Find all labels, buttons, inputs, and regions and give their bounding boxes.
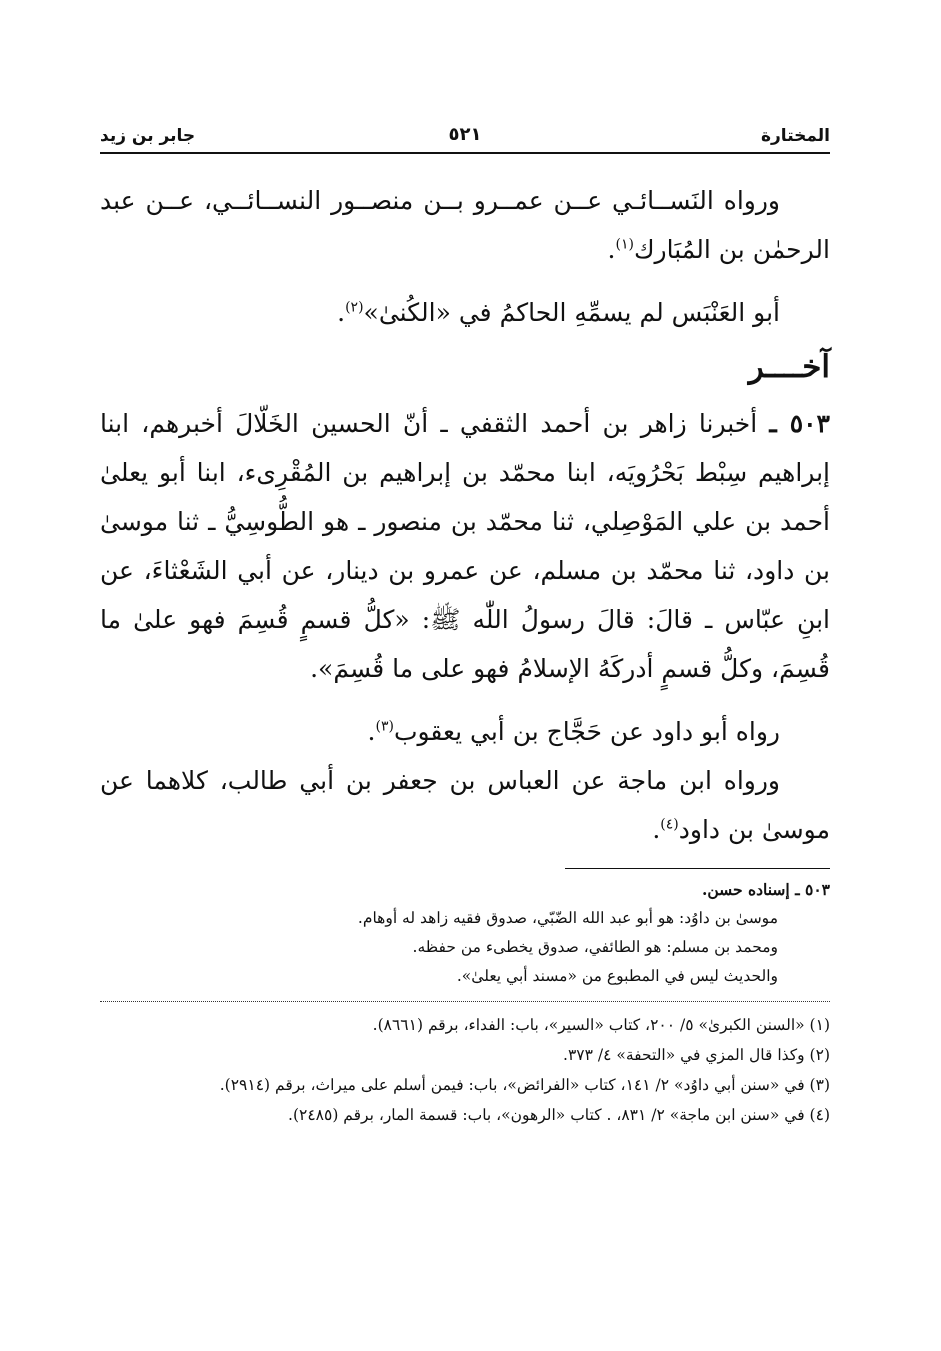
footnote-ref-4: (٤) [660, 816, 679, 833]
running-header [100, 118, 830, 154]
footnotes-divider [100, 1001, 830, 1002]
paragraph-3-end: . [367, 717, 376, 746]
paragraph-1-text: ورواه النَســائـي عــن عمــرو بــن منصــور النســائــي، عــن عبد الرحمٰن بن المُبَارك [100, 186, 830, 264]
main-text [100, 176, 830, 854]
note-head: ٥٠٣ ـ إسناده حسن. [701, 880, 830, 899]
commentary-notes [100, 875, 830, 991]
document-page [100, 118, 830, 1130]
footnote-2: (٢) وكذا قال المزي في «التحفة» ٤/ ٣٧٣. [563, 1046, 830, 1064]
paragraph-2-end: . [337, 298, 346, 327]
footnote-ref-2: (٢) [345, 299, 364, 316]
paragraph-3-text: رواه أبو داود عن حَجَّاج بن أبي يعقوب [393, 717, 780, 746]
notes-separator [565, 868, 830, 869]
paragraph-4-end: . [652, 815, 661, 844]
book-title: المختارة [760, 126, 830, 146]
paragraph-2 [100, 288, 830, 337]
note-line-3: والحديث ليس في المطبوع من «مسند أبي يعلىٰ». [456, 967, 778, 985]
hadith-paragraph [100, 399, 830, 693]
footnote-ref-1: (١) [615, 236, 634, 253]
paragraph-1-end: . [607, 235, 616, 264]
paragraph-1 [100, 176, 830, 274]
hadith-text: أخبرنا زاهر بن أحمد الثقفي ـ أنّ الحسين الخَلّالَ أخبرهم، ابنا إبراهيم سِبْط بَحْرُويَه، ابنا محمّد بن إبراهيم بن المُقْرِىء، ابنا أبو يعلىٰ أحمد بن علي المَوْصِلي، ثنا محمّد بن منصور ـ هو الطُّوسِيُّ ـ ثنا موسىٰ بن داود، ثنا محمّد بن مسلم، عن عمرو بن دينار، عن أبي الشَعْثاءَ، عن ابنِ عبّاس ـ قالَ: قالَ رسولُ اللّٰه ﷺ: «كلُّ قسمٍ قُسِمَ فهو علىٰ ما قُسِمَ، وكلُّ قسمٍ أدركَهُ الإسلامُ فهو على ما قُسِمَ». [100, 409, 830, 683]
footnote-4: (٤) في «سنن ابن ماجة» ٢/ ٨٣١، . كتاب «الرهون»، باب: قسمة المار، برقم (٢٤٨٥). [288, 1106, 830, 1124]
paragraph-4 [100, 756, 830, 854]
paragraph-2-text: أبو العَنْبَس لم يسمِّهِ الحاكمُ في «الكُنىٰ» [363, 298, 780, 327]
page-number: ٥٢١ [448, 124, 482, 145]
note-line-2: ومحمد بن مسلم: هو الطائفي، صدوق يخطىء من حفظه. [412, 938, 778, 956]
author-title: جابر بن زيد [100, 126, 196, 146]
footnote-1: (١) «السنن الكبرىٰ» ٥/ ٢٠٠، كتاب «السير»، باب: الفداء، برقم (٨٦٦١). [372, 1016, 830, 1034]
footnotes [100, 1010, 830, 1130]
note-line-1: موسىٰ بن داوُد: هو أبو عبد الله الضّبّي، صدوق فقيه زاهد له أوهام. [357, 909, 778, 927]
footnote-ref-3: (٣) [375, 718, 394, 735]
section-title: آخــــر [748, 349, 830, 385]
paragraph-4-text: ورواه ابن ماجة عن العباس بن جعفر بن أبي طالب، كلاهما عن موسىٰ بن داود [100, 766, 830, 844]
paragraph-3 [100, 707, 830, 756]
footnote-3: (٣) في «سنن أبي داوُد» ٢/ ١٤١، كتاب «الفرائض»، باب: فيمن أسلم على ميراث، برقم (٢٩١٤). [219, 1076, 830, 1094]
hadith-number: ٥٠٣ ـ [769, 409, 830, 438]
